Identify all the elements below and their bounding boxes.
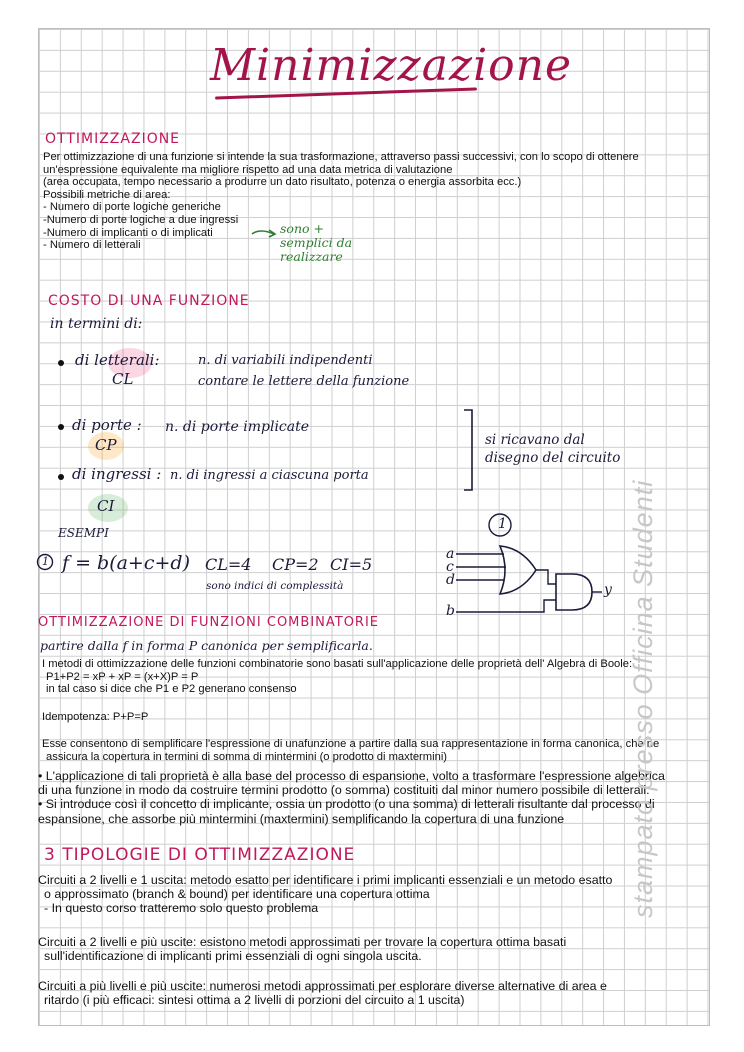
cost-symbol-ci: CI xyxy=(97,497,115,515)
text-line: - Numero di letterali xyxy=(43,239,141,252)
page-title: Minimizzazione xyxy=(210,40,573,91)
section-heading-ottimizzazione: OTTIMIZZAZIONE xyxy=(45,131,181,147)
costs-note: sono indici di complessità xyxy=(206,580,344,592)
cost-desc: n. di variabili indipendenti xyxy=(198,353,373,368)
combinatorie-p2: Idempotenza: P+P=P xyxy=(42,711,149,723)
circuit-input-d: d xyxy=(446,572,455,588)
arrow-icon xyxy=(250,224,280,244)
cost-desc: n. di ingressi a ciascuna porta xyxy=(170,468,369,483)
cost-desc: contare le lettere della funzione xyxy=(198,374,410,389)
watermark: stampato presso Officina Studenti xyxy=(628,479,658,918)
text-line: -Numero di porte logiche a due ingressi xyxy=(43,213,239,226)
bullet-icon xyxy=(58,424,64,430)
note-semplici: sono + semplici da realizzare xyxy=(280,221,353,264)
circuit-output-y: y xyxy=(604,582,612,598)
section-heading-tipologie: 3 TIPOLOGIE DI OTTIMIZZAZIONE xyxy=(44,845,356,865)
bracket-icon xyxy=(462,408,478,494)
logic-circuit-diagram xyxy=(444,512,624,622)
combinatorie-p1: I metodi di ottimizzazione delle funzioni combinatorie sono basati sull'applicazione delle proprietà dell' Algebra di Boole: P1+P2 = xP + xP = (x+X)P = P in tal caso si dice che P1 e P2 generano consenso xyxy=(42,658,633,696)
section-heading-costo: COSTO DI UNA FUNZIONE xyxy=(48,293,250,309)
example-number: 1 xyxy=(42,555,49,568)
text-line: - Numero di porte logiche generiche xyxy=(43,201,221,214)
text-line: -Numero di implicanti o di implicati xyxy=(43,226,213,239)
cost-label-letterali: di letterali: xyxy=(75,351,160,369)
cost-value-ci: CI=5 xyxy=(330,555,373,574)
circuit-input-b: b xyxy=(446,603,455,619)
tipologie-item: Circuiti a più livelli e più uscite: numerosi metodi approssimati per esplorare diverse alternative di area e ritardo (i più efficaci: sintesi ottima a 2 livelli di porzioni del circuito a 1 uscita) xyxy=(38,979,607,1008)
text-line: Possibili metriche di area: xyxy=(43,188,171,201)
cost-value-cp: CP=2 xyxy=(272,555,319,574)
combinatorie-p3: Esse consentono di semplificare l'espressione di unafunzione a partire dalla sua rappresentazione in forma canonica, che ne assicura la copertura in termini di somma di mintermini (o prodotto di maxtermini) xyxy=(42,738,660,763)
bracket-note: disegno del circuito xyxy=(485,450,621,466)
circuit-input-c: c xyxy=(446,559,454,575)
costo-intro: in termini di: xyxy=(50,316,143,332)
combinatorie-handnote: partire dalla f in forma P canonica per semplificarla. xyxy=(40,638,373,653)
or-gate-icon xyxy=(500,546,536,594)
example-formula: f = b(a+c+d) xyxy=(62,552,190,574)
and-gate-icon xyxy=(556,574,592,610)
cost-desc: n. di porte implicate xyxy=(165,419,310,435)
cost-symbol-cl: CL xyxy=(112,370,134,388)
bullet-icon xyxy=(58,474,64,480)
text-line: (area occupata, tempo necessario a produrre un dato risultato, potenza o energia assorbita ecc.) xyxy=(43,176,522,189)
esempi-heading: ESEMPI xyxy=(58,526,109,540)
section-heading-combinatorie: OTTIMIZZAZIONE DI FUNZIONI COMBINATORIE xyxy=(38,615,380,630)
bullet-icon xyxy=(58,360,64,366)
cost-symbol-cp: CP xyxy=(95,436,117,454)
cost-label-ingressi: di ingressi : xyxy=(72,465,162,483)
bracket-note: si ricavano dal xyxy=(485,432,585,448)
cost-label-porte: di porte : xyxy=(72,416,142,434)
cost-value-cl: CL=4 xyxy=(205,555,252,574)
circuit-input-a: a xyxy=(446,546,455,562)
tipologie-item: Circuiti a 2 livelli e 1 uscita: metodo esatto per identificare i primi implicanti essenziali e un metodo esatto o approssimato (branch & bound) per identificare una copertura ottima - In questo corso tratteremo solo questo problema xyxy=(38,873,613,916)
text-line: un'espressione equivalente ma migliore rispetto ad una data metrica di valutazione xyxy=(43,163,453,176)
circuit-number: 1 xyxy=(498,516,507,532)
text-line: Per ottimizzazione di una funzione si intende la sua trasformazione, attraverso passi successivi, con lo scopo di ottenere xyxy=(43,151,639,163)
tipologie-item: Circuiti a 2 livelli e più uscite: esistono metodi approssimati per trovare la copertura ottima basati sull'identificazione di implicanti primi essenziali di ogni singola uscita. xyxy=(38,935,567,964)
combinatorie-p4: • L'applicazione di tali proprietà è alla base del processo di espansione, volto a trasformare l'espressione algebrica di una funzione in modo da costruire termini prodotto (o somma) costituiti dal minor numero possibile di letterali. • Si introduce così il concetto di implicante, ossia un prodotto (o una somma) di letterali risultante dal processo di espansione, che assorbe più mintermini (maxtermini) semplificando la copertura di una funzione xyxy=(38,769,665,826)
